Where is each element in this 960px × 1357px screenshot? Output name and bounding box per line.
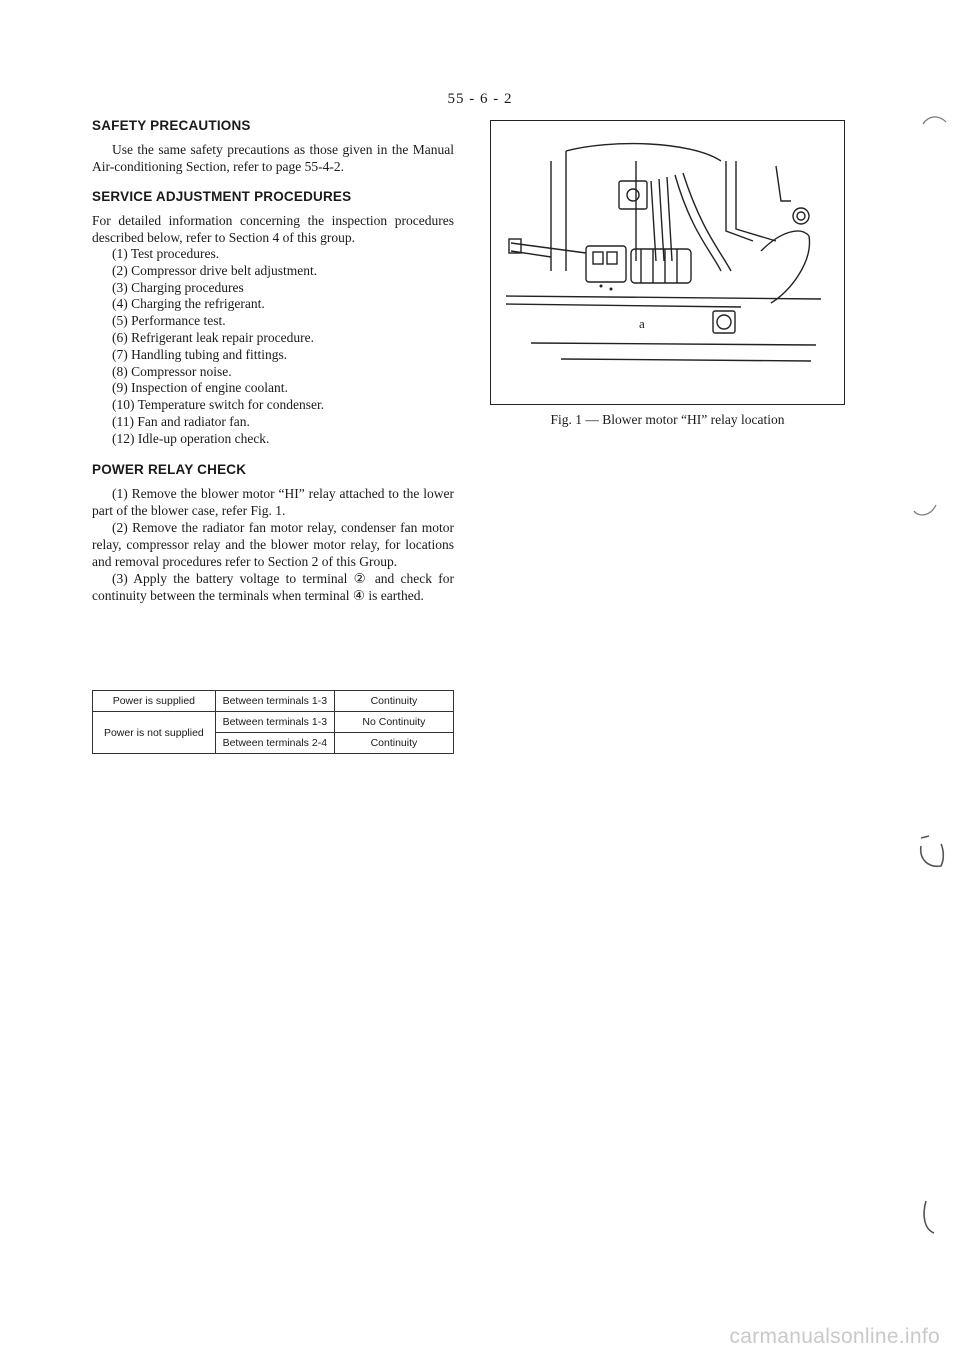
service-heading: SERVICE ADJUSTMENT PROCEDURES [92,189,352,204]
safety-section [92,118,454,175]
scan-artifact [920,112,950,142]
service-text: For detailed information concerning the inspection procedures described below, refer to Section 4 of this group. [92,213,454,245]
table-cell: Power is supplied [93,691,216,712]
relay-heading: POWER RELAY CHECK [92,461,247,477]
list-item: (5) Performance test. [112,313,226,329]
relay-step-3: (3) Apply the battery voltage to terminal ② and check for continuity between the terminals when terminal ④ is earthed. [92,570,454,603]
table-cell: Between terminals 1-3 [215,712,334,733]
blower-relay-drawing [491,121,843,403]
left-column [92,118,454,618]
table-cell: No Continuity [334,712,453,733]
list-item: (12) Idle-up operation check. [112,430,270,446]
relay-step-1: (1) Remove the blower motor “HI” relay attached to the lower part of the blower case, refer Fig. 1. [92,485,454,518]
table-cell: Continuity [334,691,453,712]
figure-illustration [490,120,845,405]
table-row [93,712,454,733]
list-item: (1) Test procedures. [112,246,220,261]
list-item: (4) Charging the refrigerant. [112,296,265,312]
list-item: (6) Refrigerant leak repair procedure. [112,329,315,345]
list-item: (7) Handling tubing and fittings. [112,346,288,362]
list-item: (10) Temperature switch for condenser. [112,397,325,413]
service-procedure-list [92,246,454,448]
continuity-table [92,690,454,754]
scan-artifact [918,1195,944,1239]
figure-caption: Fig. 1 — Blower motor “HI” relay location [550,412,785,427]
relay-section [92,462,454,604]
watermark: carmanualsonline.info [729,1325,940,1348]
figure-label: a [639,316,645,331]
relay-step-2: (2) Remove the radiator fan motor relay, condenser fan motor relay, compressor relay and the blower motor relay, for locations and removal procedures refer to Section 2 of this Group. [92,519,454,569]
table-cell: Power is not supplied [93,712,216,754]
table-cell: Between terminals 2-4 [215,733,334,754]
list-item: (3) Charging procedures [112,279,244,295]
page-number: 55 - 6 - 2 [447,91,513,107]
list-item: (11) Fan and radiator fan. [112,413,250,429]
table-cell: Between terminals 1-3 [215,691,334,712]
list-item: (2) Compressor drive belt adjustment. [112,262,318,278]
list-item: (9) Inspection of engine coolant. [112,380,288,396]
safety-heading: SAFETY PRECAUTIONS [92,118,251,133]
safety-text: Use the same safety precautions as those given in the Manual Air-conditioning Section, refer to page 55-4-2. [92,142,454,174]
scan-artifact [910,485,940,521]
scan-artifact [915,828,949,874]
table-cell: Continuity [334,733,453,754]
service-section [92,189,454,448]
table-row [93,691,454,712]
list-item: (8) Compressor noise. [112,363,232,379]
